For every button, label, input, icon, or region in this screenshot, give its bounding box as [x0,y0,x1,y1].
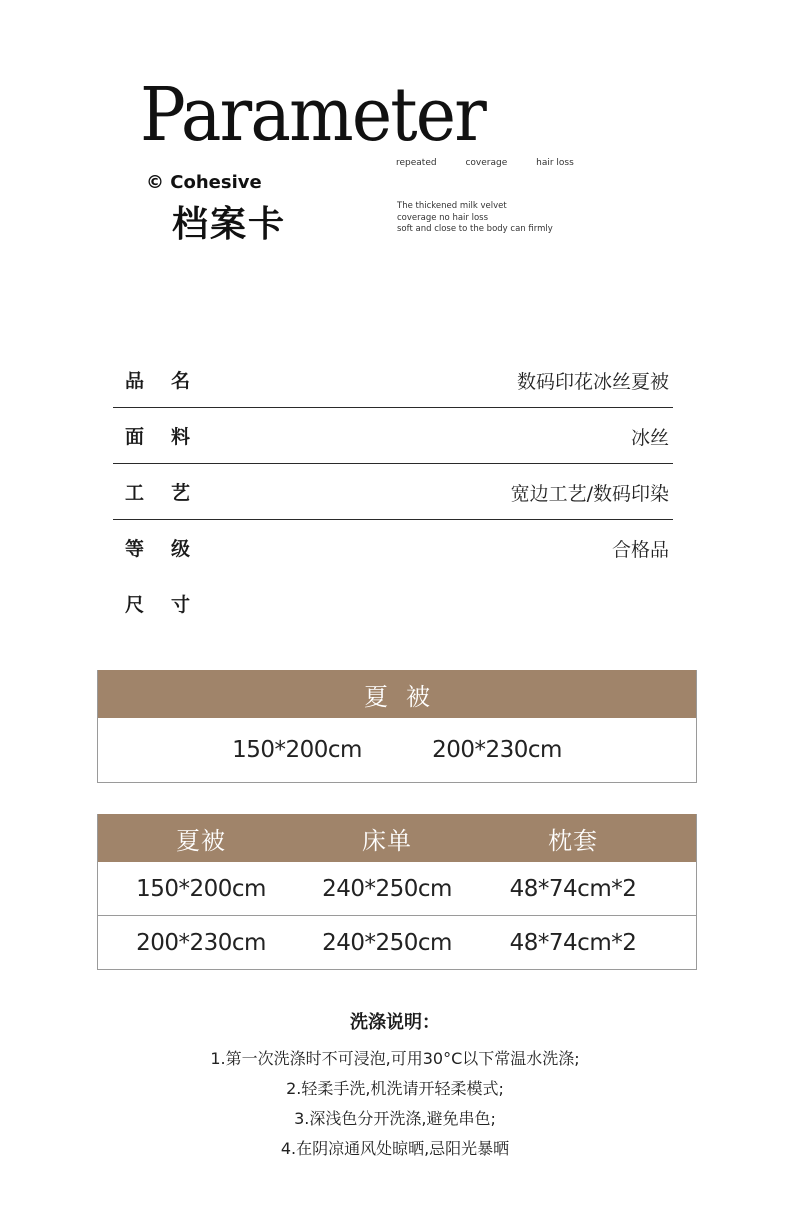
param-row-name [113,352,673,408]
table-cell: 48*74cm*2 [509,875,637,902]
param-label: 面料 [125,426,218,448]
table-header [98,814,696,862]
table-cell: 200*230cm [136,929,266,956]
param-value: 数码印花冰丝夏被 [516,371,669,393]
param-row-grade [113,520,673,576]
washing-line: 1.第一次洗涤时不可浸泡,可用30°C以下常温水洗涤; [210,1049,580,1068]
param-label: 等级 [125,538,218,560]
tag: repeated [396,158,437,168]
column-header: 床单 [362,826,412,855]
size-table-set [97,814,697,970]
tag-list [396,158,600,168]
tag: hair loss [536,158,574,168]
washing-instructions [0,1008,790,1164]
param-value: 宽边工艺/数码印染 [510,483,669,505]
param-label: 工艺 [125,482,218,504]
washing-line: 3.深浅色分开洗涤,避免串色; [294,1109,496,1128]
page-title: Parameter [140,72,485,158]
washing-line: 2.轻柔手洗,机洗请开轻柔模式; [286,1079,504,1098]
parameter-list [113,352,673,632]
table-row [98,916,696,969]
column-header: 枕套 [548,826,598,855]
table-cell: 48*74cm*2 [509,929,637,956]
size-table-quilt [97,670,697,783]
description-line: soft and close to the body can firmly [397,224,553,234]
tag: coverage [465,158,508,168]
description-line: coverage no hair loss [397,212,489,223]
table-cell: 240*250cm [322,929,452,956]
table-cell: 240*250cm [322,875,452,902]
brand-name: © Cohesive [146,172,262,193]
washing-title: 洗涤说明： [350,1012,440,1033]
page-subtitle: 档案卡 [172,204,287,245]
table-header: 夏被 [98,670,696,718]
description [397,201,553,236]
table-cell: 150*200cm [136,875,266,902]
table-cell: 200*230cm [432,737,562,763]
table-row [98,862,696,916]
table-cell: 150*200cm [232,737,362,763]
param-value: 合格品 [611,539,669,561]
param-value: 冰丝 [630,427,669,449]
param-label: 品名 [125,370,218,392]
param-label: 尺寸 [125,594,218,616]
column-header: 夏被 [176,826,226,855]
table-row [98,718,696,782]
param-row-fabric [113,408,673,464]
param-row-craft [113,464,673,520]
description-line: The thickened milk velvet [397,201,507,211]
param-row-size [113,576,673,632]
washing-line: 4.在阴凉通风处晾晒,忌阳光暴晒 [280,1139,510,1158]
